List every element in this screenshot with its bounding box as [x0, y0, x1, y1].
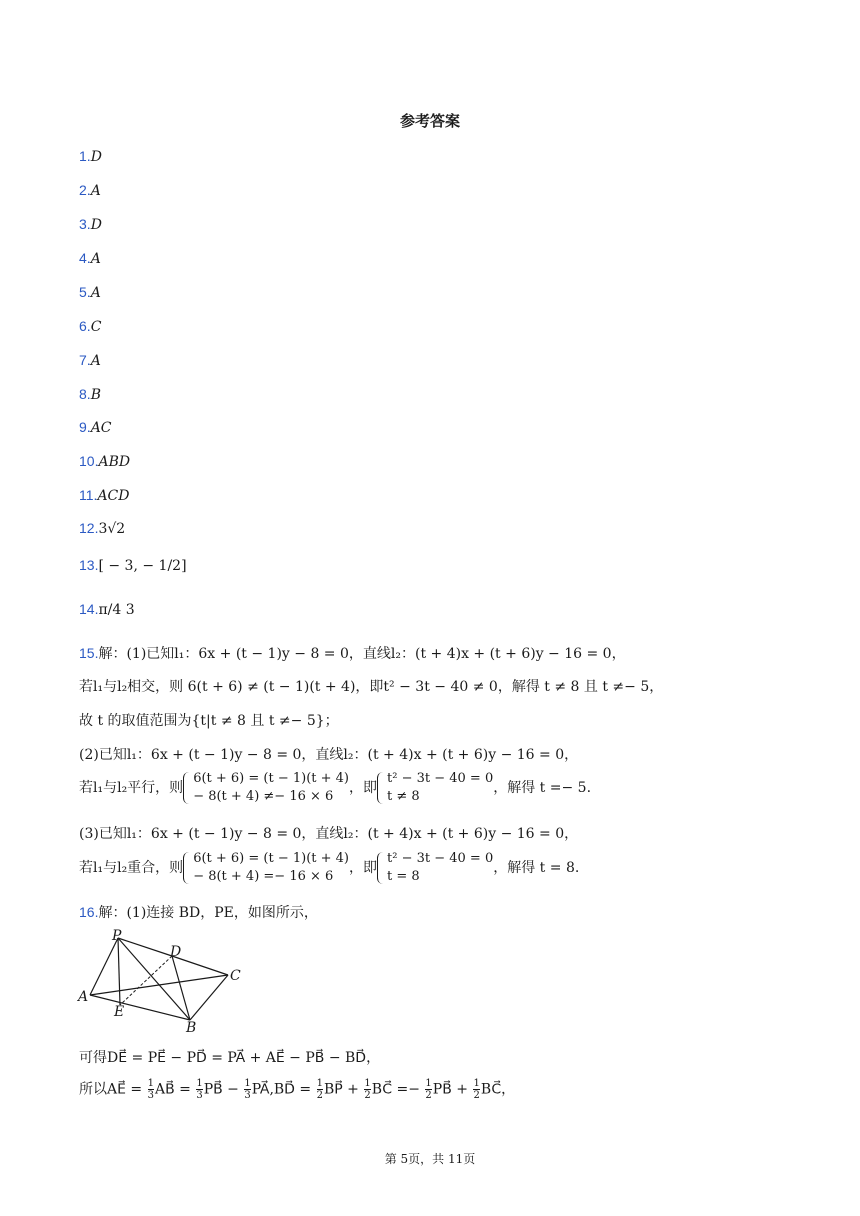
- equation-system: t² − 3t − 40 = 0 t ≠ 8: [377, 770, 493, 806]
- answer-item: 12.3√2: [79, 520, 126, 537]
- geometry-figure: [76, 928, 256, 1042]
- label-A: A: [78, 989, 89, 1005]
- q15-line-5: 若l₁与l₂平行，则 6(t + 6) = (t − 1)(t + 4) − 8(t + 4) ≠− 16 × 6 ，即 t² − 3t − 40 = 0 t ≠ 8 ，解得 t =− 5.: [79, 771, 592, 804]
- answer-item: 3.D: [79, 216, 102, 233]
- label-E: E: [114, 1004, 125, 1020]
- answer-item: 7.A: [79, 352, 101, 369]
- q16-line-1: 16.解：(1)连接 BD，PE，如图所示，: [79, 904, 318, 921]
- q15-line-7: 若l₁与l₂重合，则 6(t + 6) = (t − 1)(t + 4) − 8(t + 4) =− 16 × 6 ，即 t² − 3t − 40 = 0 t = 8 ，解得 t = 8.: [79, 851, 580, 884]
- label-P: P: [112, 928, 122, 944]
- answer-item: 14.π/4 3: [79, 601, 135, 618]
- page-footer: 第 5页，共 11页: [384, 1152, 476, 1166]
- label-D: D: [170, 944, 182, 960]
- answer-item: 5.A: [79, 284, 101, 301]
- answer-item: 9.AC: [79, 419, 112, 436]
- label-C: C: [230, 968, 241, 984]
- q15-line-4: (2)已知l₁：6x + (t − 1)y − 8 = 0，直线l₂：(t + 4)x + (t + 6)y − 16 = 0，: [79, 747, 579, 763]
- label-B: B: [186, 1020, 197, 1036]
- answer-item: 2.A: [79, 182, 101, 199]
- equation-system: t² − 3t − 40 = 0 t = 8: [377, 850, 493, 886]
- answer-item: 6.C: [79, 318, 102, 335]
- answer-item: 4.A: [79, 250, 101, 267]
- answer-item: 10.ABD: [79, 453, 131, 470]
- page-title: 参考答案: [399, 112, 460, 130]
- q15-line-6: (3)已知l₁：6x + (t − 1)y − 8 = 0，直线l₂：(t + 4)x + (t + 6)y − 16 = 0，: [79, 826, 579, 842]
- equation-system: 6(t + 6) = (t − 1)(t + 4) − 8(t + 4) ≠− 16 × 6: [183, 770, 349, 806]
- q15-line-2: 若l₁与l₂相交，则 6(t + 6) ≠ (t − 1)(t + 4)，即t² − 3t − 40 ≠ 0，解得 t ≠ 8 且 t ≠− 5，: [79, 679, 664, 695]
- answer-item: 13.[ − 3, − 1/2]: [79, 557, 187, 574]
- q16-line-2: 可得DE⃗ = PE⃗ − PD⃗ = PA⃗ + AE⃗ − PB⃗ − BD⃗，: [79, 1050, 381, 1066]
- q15-line-1: 15.解：(1)已知l₁：6x + (t − 1)y − 8 = 0，直线l₂：(t + 4)x + (t + 6)y − 16 = 0，: [79, 645, 626, 662]
- q16-line-3: 所以AE⃗ = $\frac{1}{3}$ AB⃗ = $\frac{1}{3}$ PB⃗ − $\frac{1}{3}$ PA⃗,BD⃗ = $\frac{1}{2}$ BP⃗ + $\frac{1}{2}$ BC⃗ =− $\frac{1}{2}$ PB⃗ + $\frac{1}{2}$ BC⃗，: [79, 1078, 516, 1101]
- answer-item: 1.D: [79, 148, 102, 165]
- equation-system: 6(t + 6) = (t − 1)(t + 4) − 8(t + 4) =− 16 × 6: [183, 850, 349, 886]
- answer-item: 8.B: [79, 386, 101, 403]
- answer-item: 11.ACD: [79, 487, 130, 504]
- q15-line-3: 故 t 的取值范围为{t|t ≠ 8 且 t ≠− 5}；: [79, 713, 339, 729]
